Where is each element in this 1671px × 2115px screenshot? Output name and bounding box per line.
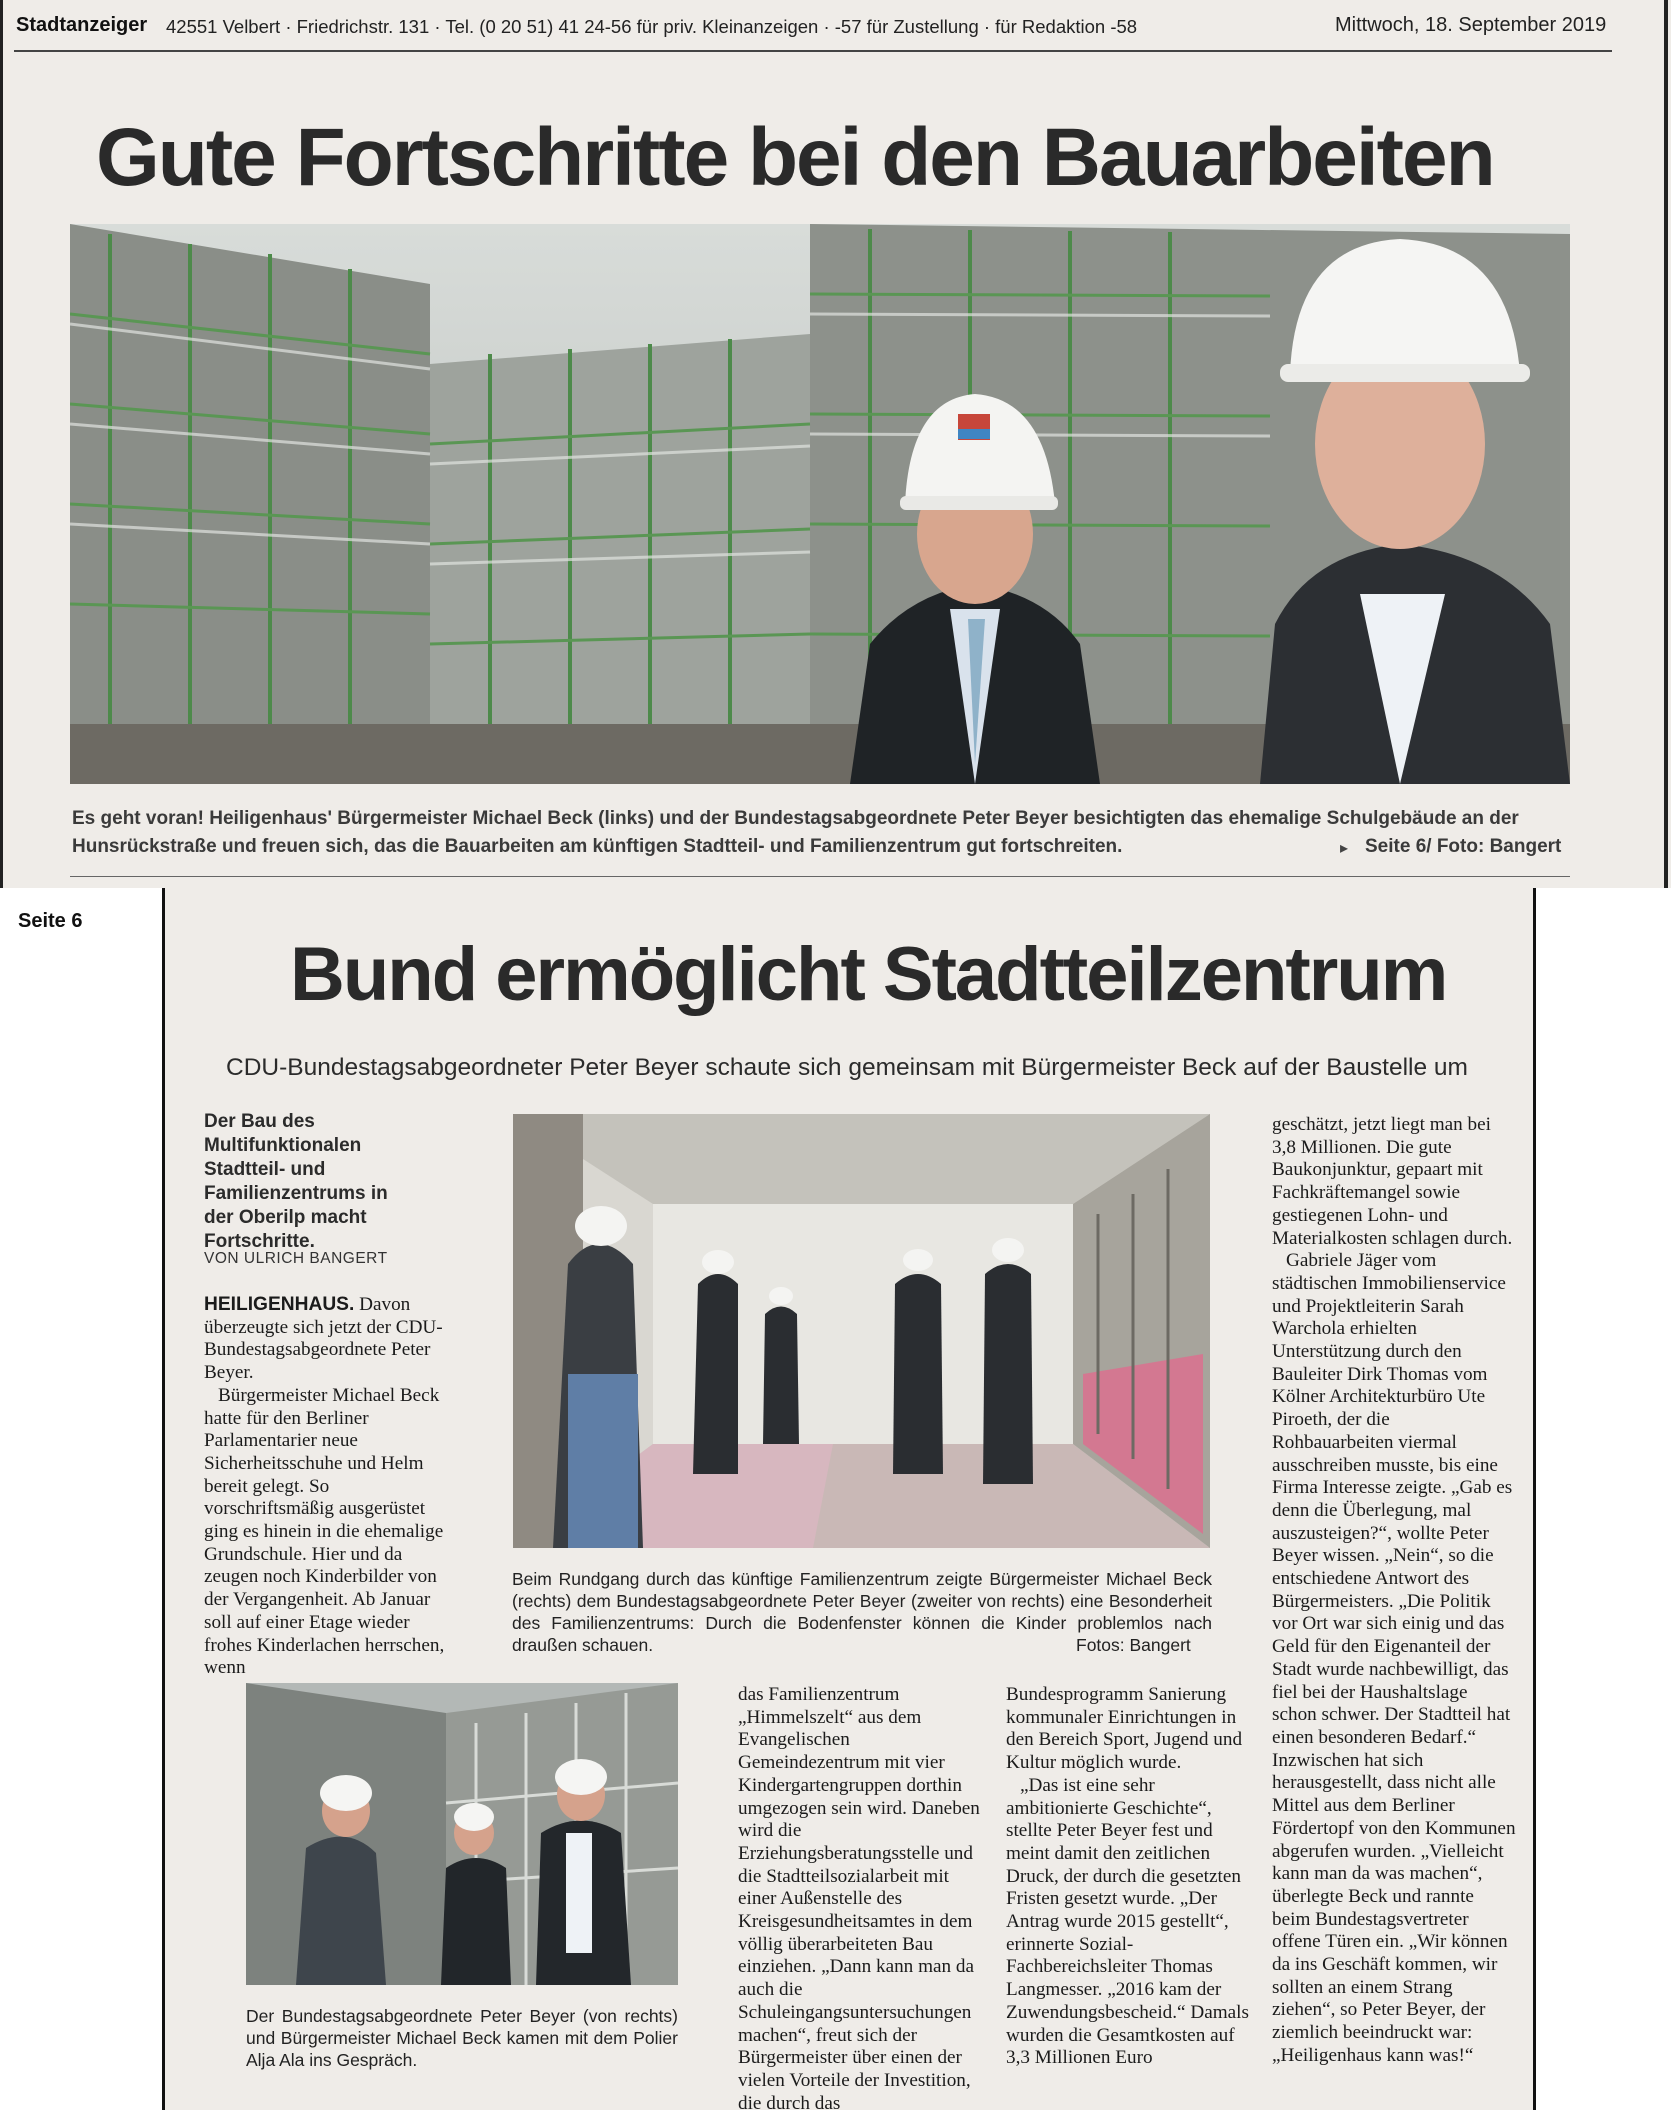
interior-photo-caption: Beim Rundgang durch das künftige Familienzentrum zeigte Bürgermeister Michael Beck (rechts) dem Bundestagsabgeordnete Peter Beyer (zweiter von rechts) eine Besonderheit des Familienzentrums: Durch die Bodenfenster können die Kinder problemlos nach draußen schauen.: [512, 1569, 1212, 1655]
article-headline: Bund ermöglicht Stadtteilzentrum: [290, 932, 1447, 1017]
front-photo: [70, 224, 1570, 784]
paper-name: Stadtanzeiger: [16, 14, 148, 36]
article-column-3: [1006, 1684, 1252, 2070]
article-left-border: [162, 888, 165, 2110]
article-teaser: Der Bau des Multifunktionalen Stadtteil- und Familienzentrums in der Oberilp macht Fortschritte.: [204, 1111, 388, 1252]
clipping-left-border: [0, 0, 3, 888]
article-column-2: [738, 1684, 984, 2115]
byline: VON ULRICH BANGERT: [204, 1250, 388, 1267]
front-bottom-rule: [70, 876, 1570, 877]
clipping-right-border: [1664, 0, 1668, 888]
interior-illustration: [513, 1114, 1210, 1548]
paragraph: Bundesprogramm Sanierung kommunaler Einrichtungen in den Bereich Sport, Jugend und Kultur möglich wurde.: [1006, 1684, 1243, 1774]
outdoor-photo: [246, 1683, 678, 1985]
issue-date: Mittwoch, 18. September 2019: [1335, 14, 1607, 36]
page-label: Seite 6: [18, 910, 83, 932]
article-right-border: [1533, 888, 1536, 2110]
front-caption-line1: Es geht voran! Heiligenhaus' Bürgermeister Michael Beck (links) und der Bundestagsabgeordnete Peter Beyer besichtigten das ehemalige Schulgebäude an der: [72, 808, 1519, 829]
front-caption-reference: Seite 6/ Foto: Bangert: [1365, 836, 1562, 857]
article-subheadline: CDU-Bundestagsabgeordneter Peter Beyer schaute sich gemeinsam mit Bürgermeister Beck auf der Baustelle um: [226, 1054, 1468, 1081]
address-line: 42551 Velbert · Friedrichstr. 131 · Tel. (0 20 51) 41 24-56 für priv. Kleinanzeigen · -57 für Zustellung · für Redaktion -58: [166, 16, 1138, 37]
outdoor-photo-caption: Der Bundestagsabgeordnete Peter Beyer (von rechts) und Bürgermeister Michael Beck kamen mit dem Polier Alja Ala ins Gespräch.: [246, 2006, 678, 2070]
header-rule: [14, 50, 1612, 52]
front-headline: Gute Fortschritte bei den Bauarbeiten: [96, 112, 1494, 203]
paragraph: „Das ist eine sehr ambitionierte Geschichte“, stellte Peter Beyer fest und meint damit den zeitlichen Druck, der durch die gesetzten Fristen gesetzt wurde. „Der Antrag wurde 2015 gestellt“, erinnerte Sozial-Fachbereichsleiter Thomas Langmesser. „2016 kam der Zuwendungsbescheid.“ Damals wurden die Gesamtkosten auf 3,3 Millionen Euro: [1006, 1774, 1249, 2069]
paragraph: das Familienzentrum „Himmelszelt“ aus dem Evangelischen Gemeindezentrum mit vier Kindergartengruppen dorthin umgezogen sein wird. Daneben wird die Erziehungsberatungsstelle und die Stadtteilsozialarbeit mit einer Außenstelle des Kreisgesundheitsamtes in dem völlig überarbeiteten Bau einziehen. „Dann kann man da auch die Schuleingangsuntersuchungen machen“, freut sich der Bürgermeister über einen der vielen Vorteile der Investition, die durch das: [738, 1684, 980, 2114]
interior-photo: [513, 1114, 1210, 1548]
front-caption-line2: Hunsrückstraße und freuen sich, das die Bauarbeiten am künftigen Stadtteil- und Familienzentrum gut fortschreiten.: [72, 836, 1123, 857]
paragraph-text: Davon überzeugte sich jetzt der CDU-Bundestagsabgeordnete Peter Beyer.: [204, 1294, 443, 1384]
paragraph: [204, 1294, 454, 1385]
dateline: HEILIGENHAUS.: [204, 1294, 355, 1315]
article-column-4: [1272, 1114, 1516, 2068]
paragraph: Gabriele Jäger vom städtischen Immobilienservice und Projektleiterin Sarah Warchola erhielten Unterstützung durch den Bauleiter Dirk Thomas vom Kölner Architekturbüro Ute Piroeth, der die Rohbauarbeiten viermal ausschreiben musste, bis eine Firma Interesse zeigte. „Gab es denn die Überlegung, mal auszusteigen?“, wollte Peter Beyer wissen. „Nein“, so die entschiedene Antwort des Bürgermeisters. „Die Politik vor Ort war sich einig und das Geld für den Eigenanteil der Stadt wurde nachbewilligt, das fiel bei der Haushaltslage schon schwer. Der Stadtteil hat einen besonderen Bedarf.“ Inzwischen hat sich herausgestellt, dass nicht alle Mittel aus dem Berliner Fördertopf von den Kommunen abgerufen wurden. „Vielleicht kann man da was machen“, überlegte Beck und rannte beim Bundestagsvertreter offene Türen ein. „Wir können da ins Geschäft kommen, wir sollten an einem Strang ziehen“, so Peter Beyer, der ziemlich beeindruckt war: „Heiligenhaus kann was!“: [1272, 1250, 1516, 2066]
photo-credit: Fotos: Bangert: [1076, 1635, 1191, 1655]
caption-arrow-icon: ▸: [1340, 840, 1349, 857]
outdoor-illustration: [246, 1683, 678, 1985]
paragraph: Bürgermeister Michael Beck hatte für den Berliner Parlamentarier neue Sicherheitsschuhe und Helm bereit gelegt. So vorschriftsmäßig ausgerüstet ging es hinein in die ehemalige Grundschule. Hier und da zeugen noch Kinderbilder von der Vergangenheit. Ab Januar soll auf einer Etage wieder frohes Kinderlachen herrschen, wenn: [204, 1384, 445, 1679]
paragraph: geschätzt, jetzt liegt man bei 3,8 Millionen. Die gute Baukonjunktur, gepaart mit Fachkräftemangel sowie gestiegenen Lohn- und Materialkosten schlagen durch.: [1272, 1114, 1513, 1249]
article-column-1: [204, 1294, 454, 1680]
construction-site-illustration: [70, 224, 1570, 784]
